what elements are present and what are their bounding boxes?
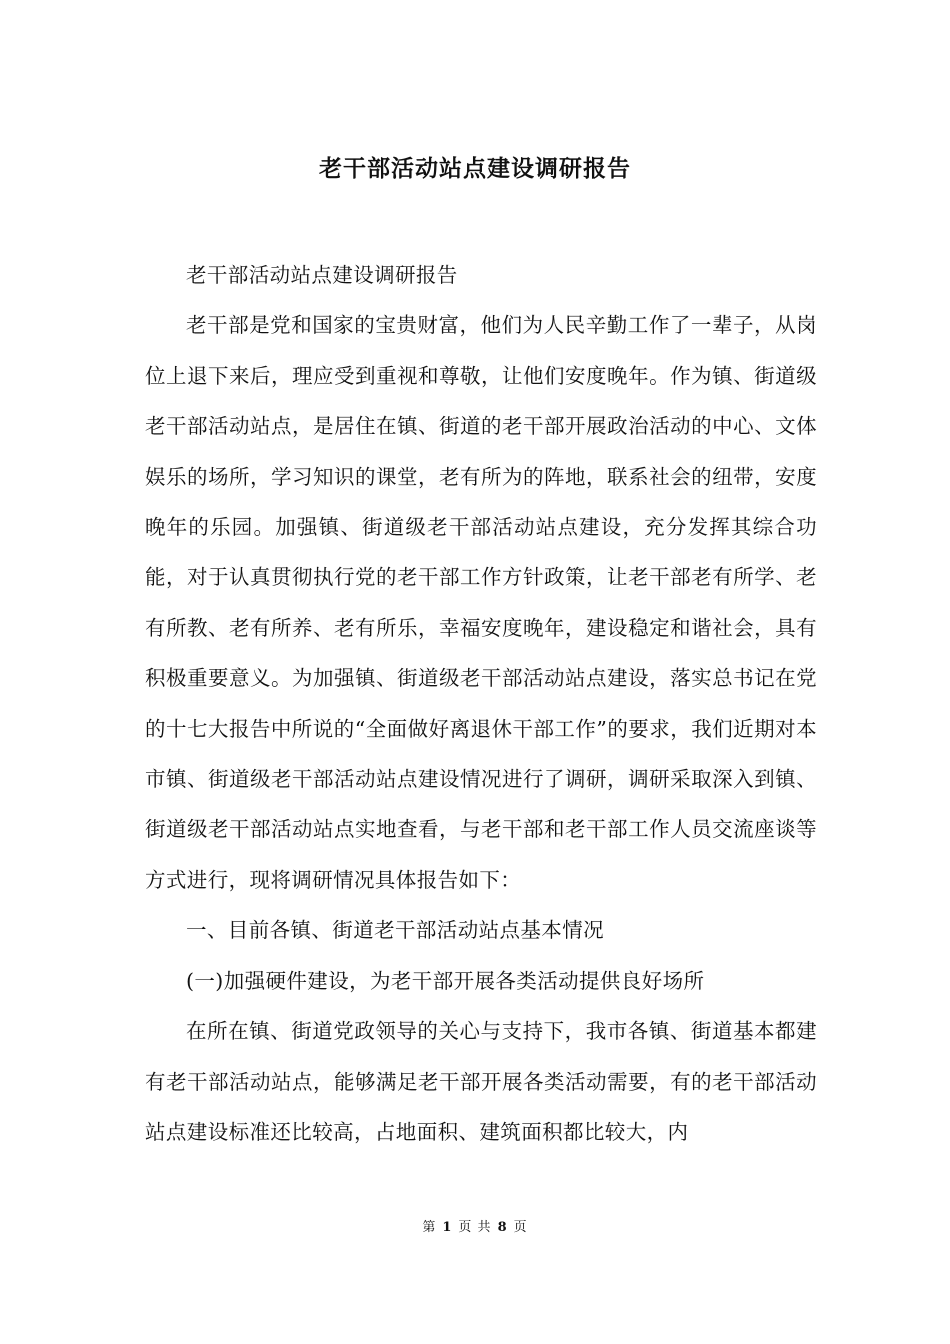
footer-suffix: 页 xyxy=(513,1220,528,1235)
paragraph-heading: 老干部活动站点建设调研报告 xyxy=(186,263,458,287)
document-title: 老干部活动站点建设调研报告 xyxy=(319,155,631,182)
document-body xyxy=(145,250,817,1157)
page-footer xyxy=(0,1216,950,1235)
footer-prefix: 第 xyxy=(422,1220,437,1235)
footer-total-pages: 8 xyxy=(497,1220,508,1235)
subsection-heading-1: (一)加强硬件建设，为老干部开展各类活动提供良好场所 xyxy=(186,968,705,993)
paragraph-intro: 老干部是党和国家的宝贵财富，他们为人民辛勤工作了一辈子，从岗位上退下来后，理应受到重视和尊敬，让他们安度晚年。作为镇、街道级老干部活动站点，是居住在镇、街道的老干部开展政治活动的中心、文体娱乐的场所，学习知识的课堂，老有所为的阵地，联系社会的纽带，安度晚年的乐园。加强镇、街道级老干部活动站点建设，充分发挥其综合功能，对于认真贯彻执行党的老干部工作方针政策，让老干部老有所学、老有所教、老有所养、老有所乐，幸福安度晚年，建设稳定和谐社会，具有积极重要意义。为加强镇、街道级老干部活动站点建设，落实总书记在党的十七大报告中所说的“全面做好离退休干部工作”的要求，我们近期对本市镇、街道级老干部活动站点建设情况进行了调研，调研采取深入到镇、街道级老干部活动站点实地查看，与老干部和老干部工作人员交流座谈等方式进行，现将调研情况具体报告如下： xyxy=(145,313,817,892)
section-heading-1: 一、目前各镇、街道老干部活动站点基本情况 xyxy=(186,918,604,943)
footer-page-number: 1 xyxy=(442,1220,453,1235)
paragraph-body: 在所在镇、街道党政领导的关心与支持下，我市各镇、街道基本都建有老干部活动站点，能够满足老干部开展各类活动需要，有的老干部活动站点建设标准还比较高，占地面积、建筑面积都比较大，内 xyxy=(145,1019,817,1144)
footer-middle: 页 共 xyxy=(458,1220,492,1235)
